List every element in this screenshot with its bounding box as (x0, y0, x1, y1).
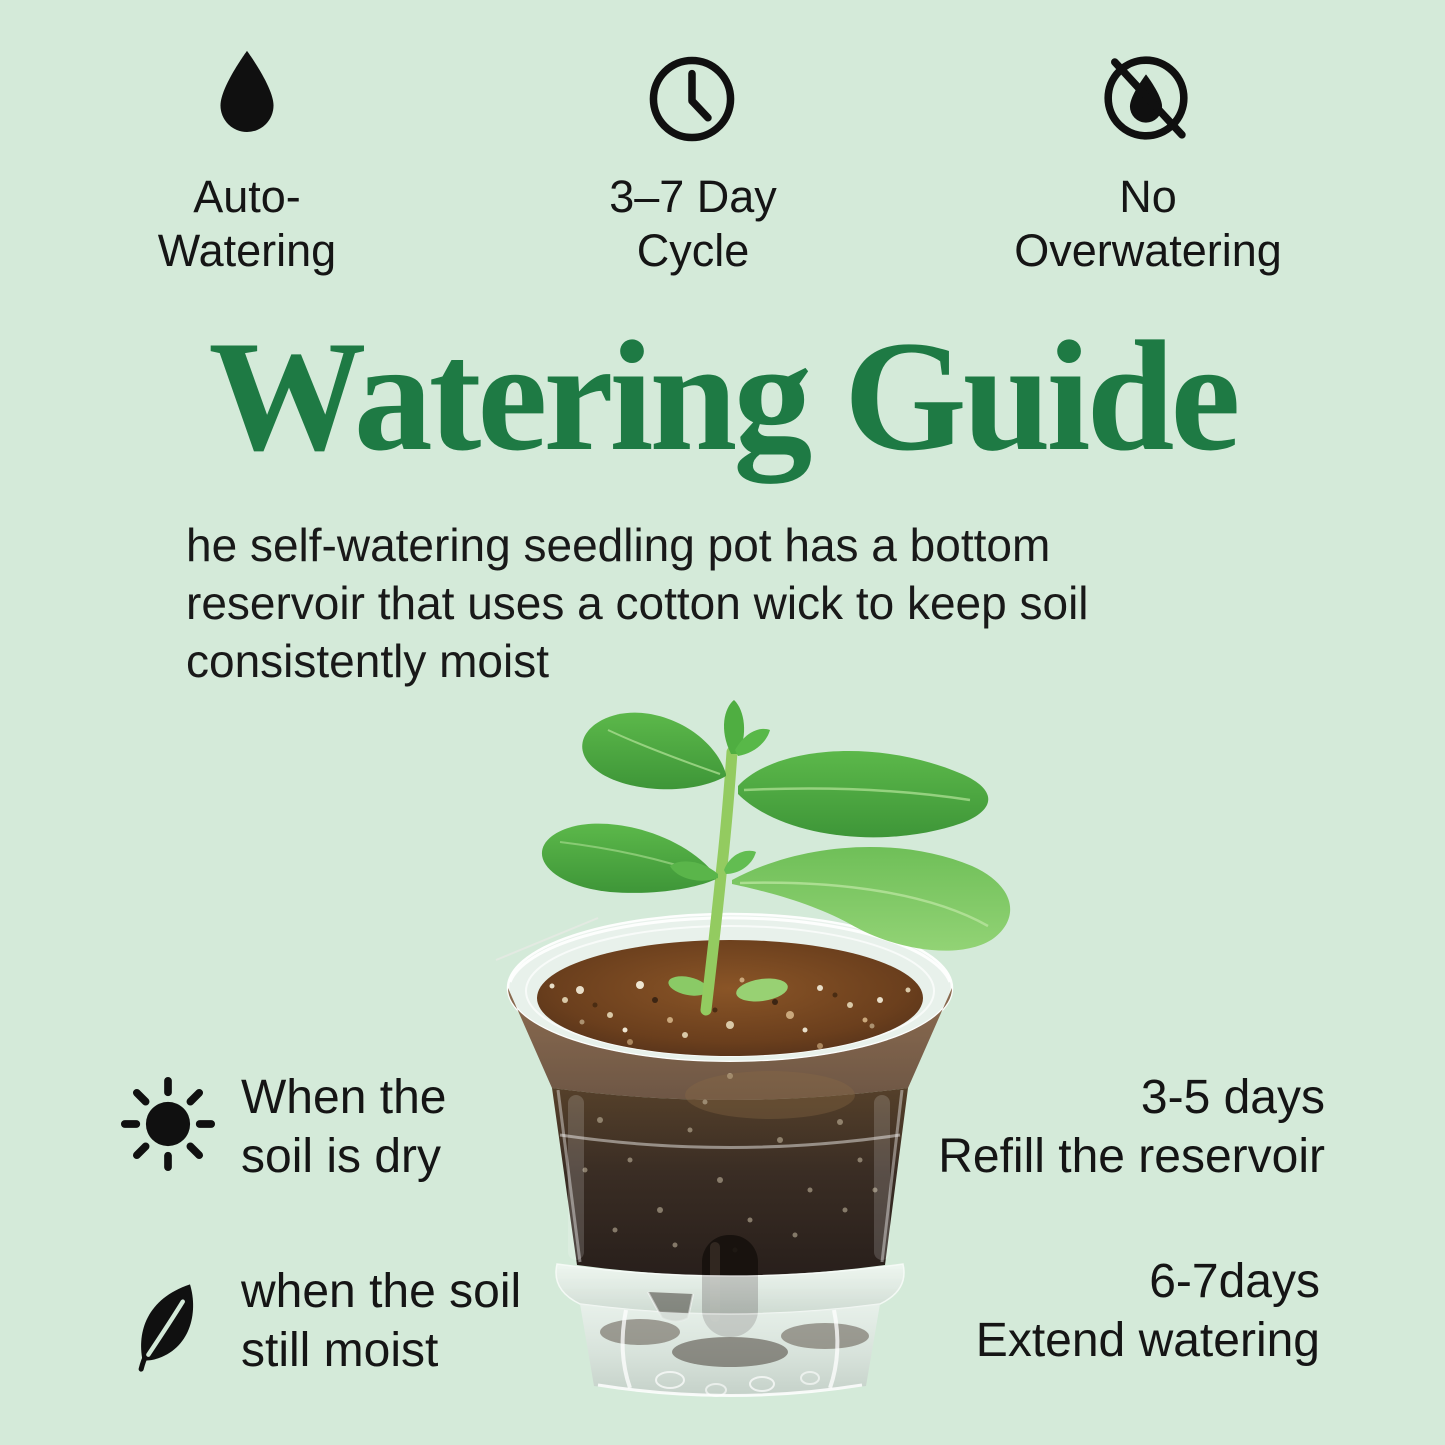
sun-icon (120, 1076, 216, 1172)
description-text: he self-watering seedling pot has a bottom reservoir that uses a cotton wick to keep soil consistently moist (186, 519, 1089, 687)
callout-refill: 3-5 days Refill the reservoir (938, 1071, 1325, 1183)
reservoir-base (580, 1304, 880, 1396)
callout-soil-dry: When the soil is dry (241, 1071, 447, 1183)
page-title: Watering Guide (208, 309, 1237, 484)
feature-label-auto-watering: Auto- Watering (157, 171, 337, 276)
no-overwatering-icon (1094, 46, 1198, 150)
callout-soil-moist: when the soil still moist (241, 1265, 522, 1377)
clock-icon (645, 52, 739, 146)
feature-label-cycle: 3–7 Day Cycle (609, 171, 777, 276)
feature-label-no-overwatering: No Overwatering (1014, 171, 1282, 276)
water-drop-icon (208, 46, 286, 140)
soil-surface (537, 940, 923, 1056)
leaf-icon (131, 1280, 203, 1372)
callout-extend: 6-7days Extend watering (975, 1255, 1320, 1367)
